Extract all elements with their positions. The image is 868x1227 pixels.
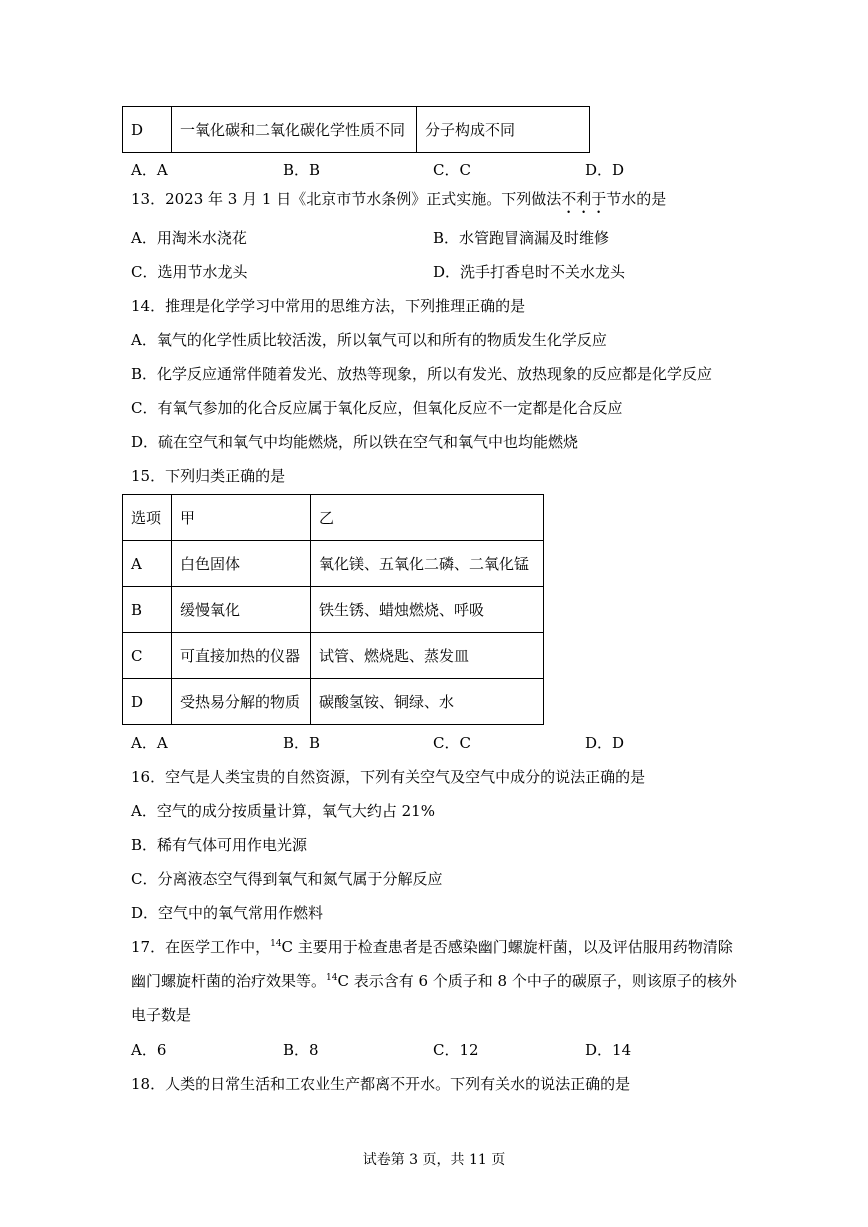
table-header: 乙: [311, 495, 544, 541]
question-stem: 16．空气是人类宝贵的自然资源，下列有关空气及空气中成分的说法正确的是: [131, 768, 646, 786]
table-cell: 试管、燃烧匙、蒸发皿: [311, 633, 544, 679]
choice: B．B: [283, 161, 321, 179]
choice: D．14: [585, 1041, 632, 1059]
table-cell: 白色固体: [172, 541, 311, 587]
emphasis-text: 不利于: [561, 190, 607, 208]
stem-text: C 表示含有 6 个质子和 8 个中子的碳原子，则该原子的核外: [337, 972, 737, 990]
isotope-superscript: 14: [270, 939, 282, 949]
question-stem: [131, 189, 666, 217]
isotope-superscript: 14: [326, 973, 338, 983]
table-row: [123, 679, 544, 725]
classification-table: [122, 494, 544, 725]
question-stem-continued: 电子数是: [131, 1006, 192, 1024]
choice: D．硫在空气和氧气中均能燃烧，所以铁在空气和氧气中也均能燃烧: [131, 433, 579, 451]
choice: C．选用节水龙头: [131, 263, 248, 281]
choice: B．水管跑冒滴漏及时维修: [433, 229, 610, 247]
choice: A．用淘米水浇花: [131, 229, 247, 247]
choice: C．C: [433, 734, 471, 752]
table-row: [123, 633, 544, 679]
table-cell: 受热易分解的物质: [172, 679, 311, 725]
question-stem: 18．人类的日常生活和工农业生产都离不开水。下列有关水的说法正确的是: [131, 1075, 631, 1093]
stem-text: 17．在医学工作中，: [131, 938, 271, 956]
question-stem: 14．推理是化学学习中常用的思维方法，下列推理正确的是: [131, 297, 526, 315]
table-cell: D: [123, 679, 172, 725]
choice: D．D: [585, 161, 625, 179]
choice: C．有氧气参加的化合反应属于氧化反应，但氧化反应不一定都是化合反应: [131, 399, 623, 417]
choice: C．分离液态空气得到氧气和氮气属于分解反应: [131, 870, 443, 888]
prev-question-table: [122, 106, 590, 153]
stem-text: 13．2023 年 3 月 1 日《北京市节水条例》正式实施。下列做法: [131, 190, 562, 208]
table-header: 甲: [172, 495, 311, 541]
question-stem: [131, 937, 733, 957]
choice: A．空气的成分按质量计算，氧气大约占 21%: [131, 802, 435, 820]
choice: D．洗手打香皂时不关水龙头: [433, 263, 626, 281]
stem-text: 幽门螺旋杆菌的治疗效果等。: [131, 972, 327, 990]
question-stem-continued: [131, 971, 737, 991]
choice: D．空气中的氧气常用作燃料: [131, 904, 324, 922]
table-cell: 缓慢氧化: [172, 587, 311, 633]
choice: B．8: [283, 1041, 319, 1059]
table-header: 选项: [123, 495, 172, 541]
choice: C．12: [433, 1041, 479, 1059]
question-stem: 15．下列归类正确的是: [131, 467, 286, 485]
table-cell: B: [123, 587, 172, 633]
choice: B．B: [283, 734, 321, 752]
choice: D．D: [585, 734, 625, 752]
table-header-row: [123, 495, 544, 541]
table-row: [123, 587, 544, 633]
table-cell: 可直接加热的仪器: [172, 633, 311, 679]
table-cell: C: [123, 633, 172, 679]
choice: B．化学反应通常伴随着发光、放热等现象，所以有发光、放热现象的反应都是化学反应: [131, 365, 713, 383]
stem-text: C 主要用于检查患者是否感染幽门螺旋杆菌，以及评估服用药物清除: [281, 938, 733, 956]
choice: A．6: [131, 1041, 167, 1059]
table-cell: D: [123, 107, 172, 153]
choice: C．C: [433, 161, 471, 179]
table-cell: 氧化镁、五氧化二磷、二氧化锰: [311, 541, 544, 587]
table-cell: 铁生锈、蜡烛燃烧、呼吸: [311, 587, 544, 633]
table-cell: 碳酸氢铵、铜绿、水: [311, 679, 544, 725]
page-footer: 试卷第 3 页，共 11 页: [362, 1152, 506, 1168]
choice: A．A: [131, 734, 168, 752]
table-cell: 分子构成不同: [417, 107, 590, 153]
choice: B．稀有气体可用作电光源: [131, 836, 308, 854]
table-cell: 一氧化碳和二氧化碳化学性质不同: [172, 107, 417, 153]
table-row: [123, 541, 544, 587]
choice: A．氧气的化学性质比较活泼，所以氧气可以和所有的物质发生化学反应: [131, 331, 607, 349]
table-row: [123, 107, 590, 153]
stem-text: 节水的是: [606, 190, 667, 208]
choice: A．A: [131, 161, 168, 179]
table-cell: A: [123, 541, 172, 587]
